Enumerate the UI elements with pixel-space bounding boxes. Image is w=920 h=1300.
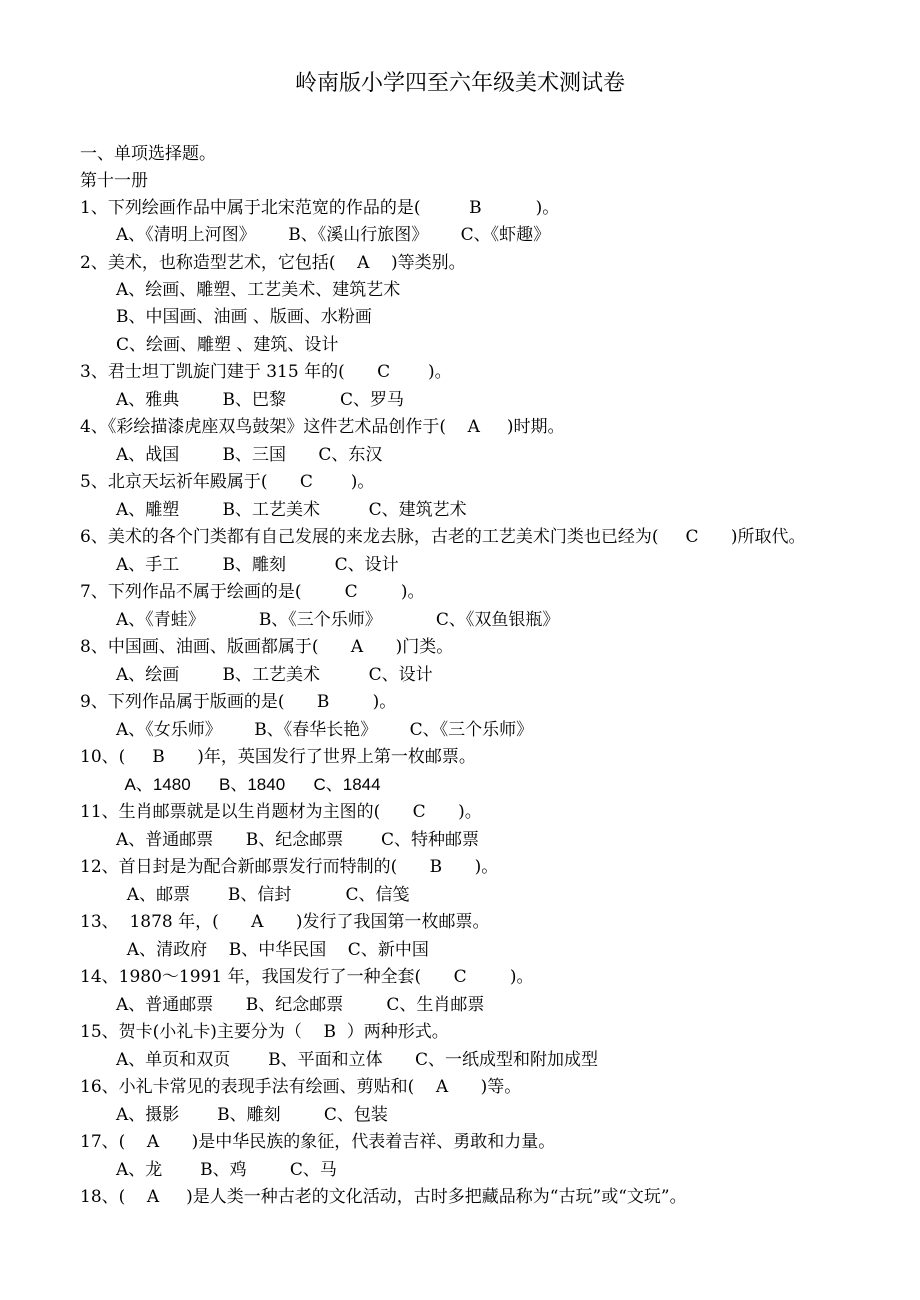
question-3-options: A、雅典 B、巴黎 C、罗马	[116, 390, 405, 410]
question-18: 18、( A )是人类一种古老的文化活动，古时多把藏品称为“古玩”或“文玩”。	[80, 1187, 687, 1207]
question-12: 12、首日封是为配合新邮票发行而特制的( B )。	[80, 857, 499, 877]
question-7: 7、下列作品不属于绘画的是( C )。	[80, 582, 425, 602]
question-9: 9、下列作品属于版画的是( B )。	[80, 692, 397, 712]
question-1-options: A、《清明上河图》 B、《溪山行旅图》 C、《虾趣》	[116, 225, 551, 245]
question-2: 2、美术，也称造型艺术，它包括( A )等类别。	[80, 253, 466, 273]
question-1: 1、下列绘画作品中属于北宋范宽的作品的是( B )。	[80, 198, 560, 218]
question-9-options: A、《女乐师》 B、《春华长艳》 C、《三个乐师》	[116, 720, 534, 740]
question-7-options: A、《青蛙》 B、《三个乐师》 C、《双鱼银瓶》	[116, 610, 560, 630]
page-title: 岭南版小学四至六年级美术测试卷	[294, 71, 625, 96]
question-6-options: A、手工 B、雕刻 C、设计	[116, 555, 399, 575]
question-4-options: A、战国 B、三国 C、东汉	[116, 445, 383, 465]
question-15: 15、贺卡(小礼卡)主要分为（ B ）两种形式。	[80, 1022, 449, 1042]
question-8-options: A、绘画 B、工艺美术 C、设计	[116, 665, 433, 685]
question-15-options: A、单页和双页 B、平面和立体 C、一纸成型和附加成型	[116, 1050, 599, 1070]
question-14-options: A、普通邮票 B、纪念邮票 C、生肖邮票	[116, 995, 485, 1015]
question-17-options: A、龙 B、鸡 C、马	[116, 1160, 337, 1180]
question-5-options: A、雕塑 B、工艺美术 C、建筑艺术	[116, 500, 467, 520]
question-11-options: A、普通邮票 B、纪念邮票 C、特种邮票	[116, 830, 480, 850]
question-10-options: A、1480 B、1840 C、1844	[116, 775, 381, 794]
question-2-options-c: C、绘画、雕塑 、建筑、设计	[116, 335, 339, 355]
question-8: 8、中国画、油画、版画都属于( A )门类。	[80, 637, 454, 657]
question-6: 6、美术的各个门类都有自己发展的来龙去脉，古老的工艺美术门类也已经为( C )所取代。	[80, 527, 806, 547]
question-14: 14、1980～1991 年，我国发行了一种全套( C )。	[80, 967, 534, 987]
question-10: 10、( B )年，英国发行了世界上第一枚邮票。	[80, 747, 476, 767]
question-2-options-a: A、绘画、雕塑、工艺美术、建筑艺术	[116, 280, 401, 300]
question-17: 17、( A )是中华民族的象征，代表着吉祥、勇敢和力量。	[80, 1132, 556, 1152]
question-2-options-b: B、中国画、油画 、版画、水粉画	[116, 307, 372, 327]
section-heading: 一、单项选择题。	[80, 144, 216, 164]
book-label: 第十一册	[80, 171, 148, 191]
question-12-options: A、邮票 B、信封 C、信笺	[116, 885, 410, 905]
question-4: 4、《彩绘描漆虎座双鸟鼓架》这件艺术品创作于( A )时期。	[80, 417, 565, 437]
question-11: 11、生肖邮票就是以生肖题材为主图的( C )。	[80, 802, 482, 822]
question-5: 5、北京天坛祈年殿属于( C )。	[80, 472, 375, 492]
question-13-options: A、清政府 B、中华民国 C、新中国	[116, 940, 429, 960]
question-13: 13、 1878 年，( A )发行了我国第一枚邮票。	[80, 912, 490, 932]
question-16: 16、小礼卡常见的表现手法有绘画、剪贴和( A )等。	[80, 1077, 522, 1097]
question-16-options: A、摄影 B、雕刻 C、包装	[116, 1105, 388, 1125]
question-3: 3、君士坦丁凯旋门建于 315 年的( C )。	[80, 362, 452, 382]
